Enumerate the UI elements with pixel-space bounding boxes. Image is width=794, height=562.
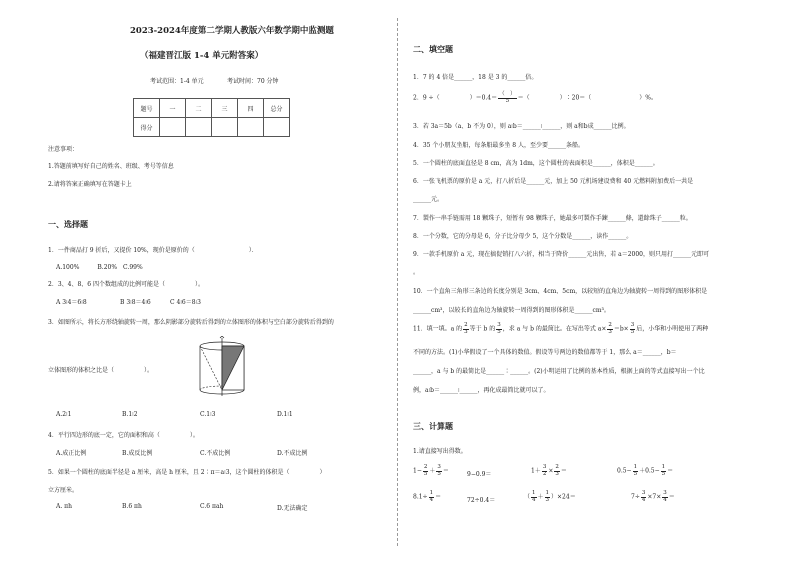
calc-item bbox=[524, 491, 576, 503]
score-table bbox=[133, 98, 290, 137]
option-b[interactable]: B.1∶2 bbox=[122, 411, 138, 418]
score-cell[interactable] bbox=[160, 118, 186, 137]
fraction-denominator: 3 bbox=[608, 328, 612, 335]
calc-item bbox=[531, 465, 567, 477]
rotating-rectangle-figure bbox=[193, 336, 251, 398]
notes-item: 1.答题前填写好自己的姓名、班级、考号等信息 bbox=[48, 163, 174, 170]
question-text: 。 bbox=[413, 269, 420, 276]
section-heading-fill: 二、填空题 bbox=[413, 44, 453, 54]
option-b[interactable]: B.6 πh bbox=[122, 503, 142, 510]
column-divider bbox=[397, 18, 398, 546]
fraction-numerator: 3 bbox=[630, 322, 635, 328]
option-c[interactable]: C.1∶3 bbox=[200, 411, 216, 418]
fraction-numerator: （ ） bbox=[499, 91, 516, 97]
notes-heading: 注意事项： bbox=[48, 146, 79, 153]
option-a[interactable]: A.成正比例 bbox=[56, 450, 87, 457]
calc-item bbox=[413, 465, 449, 477]
fraction-numerator: 1 bbox=[633, 464, 638, 470]
fraction bbox=[662, 491, 668, 503]
fraction-denominator: 5 bbox=[633, 470, 638, 477]
option-b[interactable]: B 3∶8＝4∶6 bbox=[120, 299, 151, 306]
fraction-denominator: 5 bbox=[630, 328, 635, 335]
option-d[interactable]: D.不成比例 bbox=[277, 450, 308, 457]
axis-arrow bbox=[220, 336, 224, 338]
fraction-numerator: 1 bbox=[661, 464, 666, 470]
question-text: 不同的方法。(1)小华假设了一个具体的数值。假设等号两边的数值都等于 1，那么 a＝______，b＝ bbox=[413, 349, 677, 356]
fraction bbox=[630, 323, 636, 335]
calc-part: ＋ bbox=[429, 467, 436, 475]
question-text-part: ＝（ ）∶20＝（ ）%。 bbox=[517, 94, 657, 102]
calc-part: × bbox=[548, 467, 554, 475]
calc-part: ×7× bbox=[647, 493, 662, 501]
fraction bbox=[531, 491, 537, 503]
calc-item bbox=[631, 491, 675, 503]
exam-subtitle: （福建晋江版 1-4 单元附答案） bbox=[140, 51, 264, 61]
calc-part: 1＋ bbox=[531, 467, 541, 475]
question-text bbox=[413, 323, 708, 335]
score-cell: 得分 bbox=[134, 118, 160, 137]
fraction bbox=[641, 491, 647, 503]
calc-item: 9−0.9＝ bbox=[467, 471, 492, 478]
fraction-denominator: 5 bbox=[505, 97, 510, 104]
section-heading-choice: 一、选择题 bbox=[48, 219, 88, 229]
fraction bbox=[429, 491, 435, 503]
question-text: 7．製作一串手链需用 18 颗珠子，短暂有 98 颗珠子，她最多可製作手鍊______條，還餘珠子______粒。 bbox=[413, 215, 692, 222]
exam-time: 考试时间：70 分钟 bbox=[227, 78, 279, 85]
fraction-denominator: 3 bbox=[555, 470, 559, 477]
question-text-part: ，求 a 与 b 的最简比。在写出等式 a× bbox=[502, 325, 607, 333]
score-cell: 一 bbox=[160, 99, 186, 118]
calc-part: 8.1÷ bbox=[413, 493, 428, 501]
fraction-numerator: 1 bbox=[545, 490, 550, 496]
fraction bbox=[545, 491, 551, 503]
fraction-denominator: 5 bbox=[661, 470, 666, 477]
fraction-numerator: 1 bbox=[532, 490, 536, 496]
calc-part: 0.5− bbox=[617, 467, 632, 475]
calc-intro: 1.请直接写出得数。 bbox=[413, 448, 467, 455]
calc-part: ＝ bbox=[435, 493, 442, 501]
option-a[interactable]: A 3∶4＝6∶8 bbox=[56, 299, 87, 306]
question-text-part: ＝b× bbox=[613, 325, 629, 333]
question-text: ______cm³，以较长的直角边为轴旋转一周得到的图形体积是______cm³。 bbox=[413, 307, 610, 314]
calc-part: ＝ bbox=[560, 467, 567, 475]
fraction-denominator: 4 bbox=[532, 496, 536, 503]
score-cell: 三 bbox=[212, 99, 238, 118]
score-cell[interactable] bbox=[238, 118, 264, 137]
fraction-denominator: 4 bbox=[641, 496, 646, 503]
fraction bbox=[423, 465, 429, 477]
fraction-denominator: 4 bbox=[429, 496, 434, 503]
fraction bbox=[436, 465, 442, 477]
calc-part: 1− bbox=[413, 467, 422, 475]
question-text: 立体图形的体积之比是（ ）。 bbox=[48, 367, 154, 374]
question-text: 5．一个圆柱的底面直径是 8 cm，高为 1dm，这个圆柱的表面积是______，体积是______。 bbox=[413, 160, 659, 167]
fraction-denominator: 2 bbox=[542, 470, 547, 477]
question-options: A.100% B.20% C.99% bbox=[56, 264, 143, 271]
fraction-denominator: 3 bbox=[464, 328, 468, 335]
fraction-numerator: 2 bbox=[464, 322, 468, 328]
fraction-numerator: 2 bbox=[608, 322, 612, 328]
fraction-numerator: 3 bbox=[542, 464, 547, 470]
calc-part: ＋ bbox=[537, 493, 544, 501]
fraction bbox=[554, 465, 560, 477]
score-cell[interactable] bbox=[186, 118, 212, 137]
calc-part: 7÷ bbox=[631, 493, 640, 501]
score-table-header-row bbox=[134, 99, 290, 118]
question-text-part: 2．9 ÷（ ）＝0.4＝ bbox=[413, 94, 498, 102]
fraction-denominator: 5 bbox=[437, 470, 441, 477]
option-a[interactable]: A. πh bbox=[56, 503, 72, 510]
question-text: 例，a∶b＝______∶______，再化成最简比就可以了。 bbox=[413, 387, 550, 394]
question-text bbox=[413, 92, 657, 104]
calc-part: ＝ bbox=[442, 467, 449, 475]
fraction-denominator: 4 bbox=[663, 496, 667, 503]
question-text: 6．一张飞机票的原价是 a 元，打八折后是______元，加上 50 元机场建设费和 40 元燃料附加费后一共是 bbox=[413, 178, 694, 185]
question-text: 1．一件商品打 9 折后，又提价 10%，现价是原价的（ ）． bbox=[48, 247, 258, 254]
calc-part: ＝ bbox=[668, 493, 675, 501]
question-text: ______，a 与 b 的最简比是______∶______。(2)小明运用了比例的基本性质，根据上面的等式直接写出一个比 bbox=[413, 368, 705, 375]
fraction bbox=[607, 323, 613, 335]
question-text: 9．一款手机原价 a 元，现在搞促销打八六折，相当于降价______元出售，若 a＝2000，则只用打______元即可 bbox=[413, 251, 709, 258]
fraction-denominator: 3 bbox=[545, 496, 550, 503]
score-cell[interactable] bbox=[212, 118, 238, 137]
fraction bbox=[496, 323, 502, 335]
question-text: 3．若 3a＝5b（a、b 不为 0），则 a∶b＝______∶______，则 a和b成______比例。 bbox=[413, 123, 630, 130]
fraction-denominator: 5 bbox=[497, 328, 501, 335]
question-text: 8．一个分数，它的分母是 6，分子比分母少 5，这个分数是______，读作______。 bbox=[413, 233, 633, 240]
calc-part: ＋0.5− bbox=[639, 467, 660, 475]
fraction-numerator: 3 bbox=[497, 322, 501, 328]
calc-part: ＝ bbox=[667, 467, 674, 475]
question-text-part: 后，小华和小明使用了两种 bbox=[636, 325, 709, 333]
option-b[interactable]: B.成反比例 bbox=[122, 450, 153, 457]
score-cell: 四 bbox=[238, 99, 264, 118]
calc-part: ）×24＝ bbox=[551, 493, 576, 501]
fraction bbox=[498, 92, 517, 104]
question-text: 1．7 的 4 倍是______，18 是 3 的______倍。 bbox=[413, 74, 538, 81]
fraction bbox=[661, 465, 667, 477]
question-text: ______元。 bbox=[413, 196, 444, 203]
score-cell: 总分 bbox=[264, 99, 290, 118]
question-text: 立方厘米。 bbox=[48, 487, 79, 494]
option-c[interactable]: C.不成比例 bbox=[200, 450, 231, 457]
option-c[interactable]: C 4∶6＝8∶3 bbox=[170, 299, 201, 306]
question-text: 4．35 个小朋友坐船，每条船最多坐 8 人，至少要______条船。 bbox=[413, 142, 584, 149]
fraction bbox=[633, 465, 639, 477]
score-cell: 题号 bbox=[134, 99, 160, 118]
calc-part: （ bbox=[524, 493, 531, 501]
score-cell[interactable] bbox=[264, 118, 290, 137]
question-text: 3．如图所示，将长方形绕轴旋转一周，那么阴影部分旋转后得到的立体图形的体积与空白部分旋转后得到的 bbox=[48, 319, 334, 326]
fraction-denominator: 5 bbox=[423, 470, 428, 477]
score-table-score-row bbox=[134, 118, 290, 137]
fraction-numerator: 1 bbox=[429, 490, 434, 496]
question-text: 2．3、4、8、6 四个数组成的比例可能是（ ）。 bbox=[48, 281, 204, 288]
section-heading-calc: 三、计算题 bbox=[413, 421, 453, 431]
option-d[interactable]: D.无法确定 bbox=[277, 505, 308, 512]
score-cell: 二 bbox=[186, 99, 212, 118]
question-text: 10．一个直角三角形三条边的长度分别是 3cm、4cm、5cm，以较短的直角边为轴旋转一周得到的图形体积是 bbox=[413, 288, 708, 295]
fraction-numerator: 3 bbox=[437, 464, 441, 470]
calc-item bbox=[413, 491, 441, 503]
notes-item: 2.请将答案正确填写在答题卡上 bbox=[48, 181, 132, 188]
fraction bbox=[463, 323, 469, 335]
fraction-numerator: 3 bbox=[663, 490, 667, 496]
exam-title: 2023-2024年度第二学期人教版六年数学期中监测题 bbox=[130, 26, 334, 36]
calc-item bbox=[617, 465, 673, 477]
calc-item: 72÷0.4＝ bbox=[467, 497, 496, 504]
fraction-numerator: 3 bbox=[641, 490, 646, 496]
question-text-part: 等于 b 的 bbox=[469, 325, 496, 333]
option-c[interactable]: C.6 πah bbox=[200, 503, 224, 510]
fraction-numerator: 2 bbox=[423, 464, 428, 470]
option-a[interactable]: A.2∶1 bbox=[56, 411, 72, 418]
question-text: 4．平行四边形的底一定，它的面积和高（ ）。 bbox=[48, 432, 199, 439]
question-text-part: 11．填一填。a 的 bbox=[413, 325, 463, 333]
fraction-numerator: 2 bbox=[555, 464, 559, 470]
option-d[interactable]: D.1∶1 bbox=[277, 411, 293, 418]
exam-range: 考试范围：1-4 单元 bbox=[150, 78, 204, 85]
fraction bbox=[542, 465, 548, 477]
question-text: 5．如果一个圆柱的底面半径是 a 厘米，高是 h 厘米，且 2∶π＝a∶3，这个圆柱的体积是（ ） bbox=[48, 469, 326, 476]
